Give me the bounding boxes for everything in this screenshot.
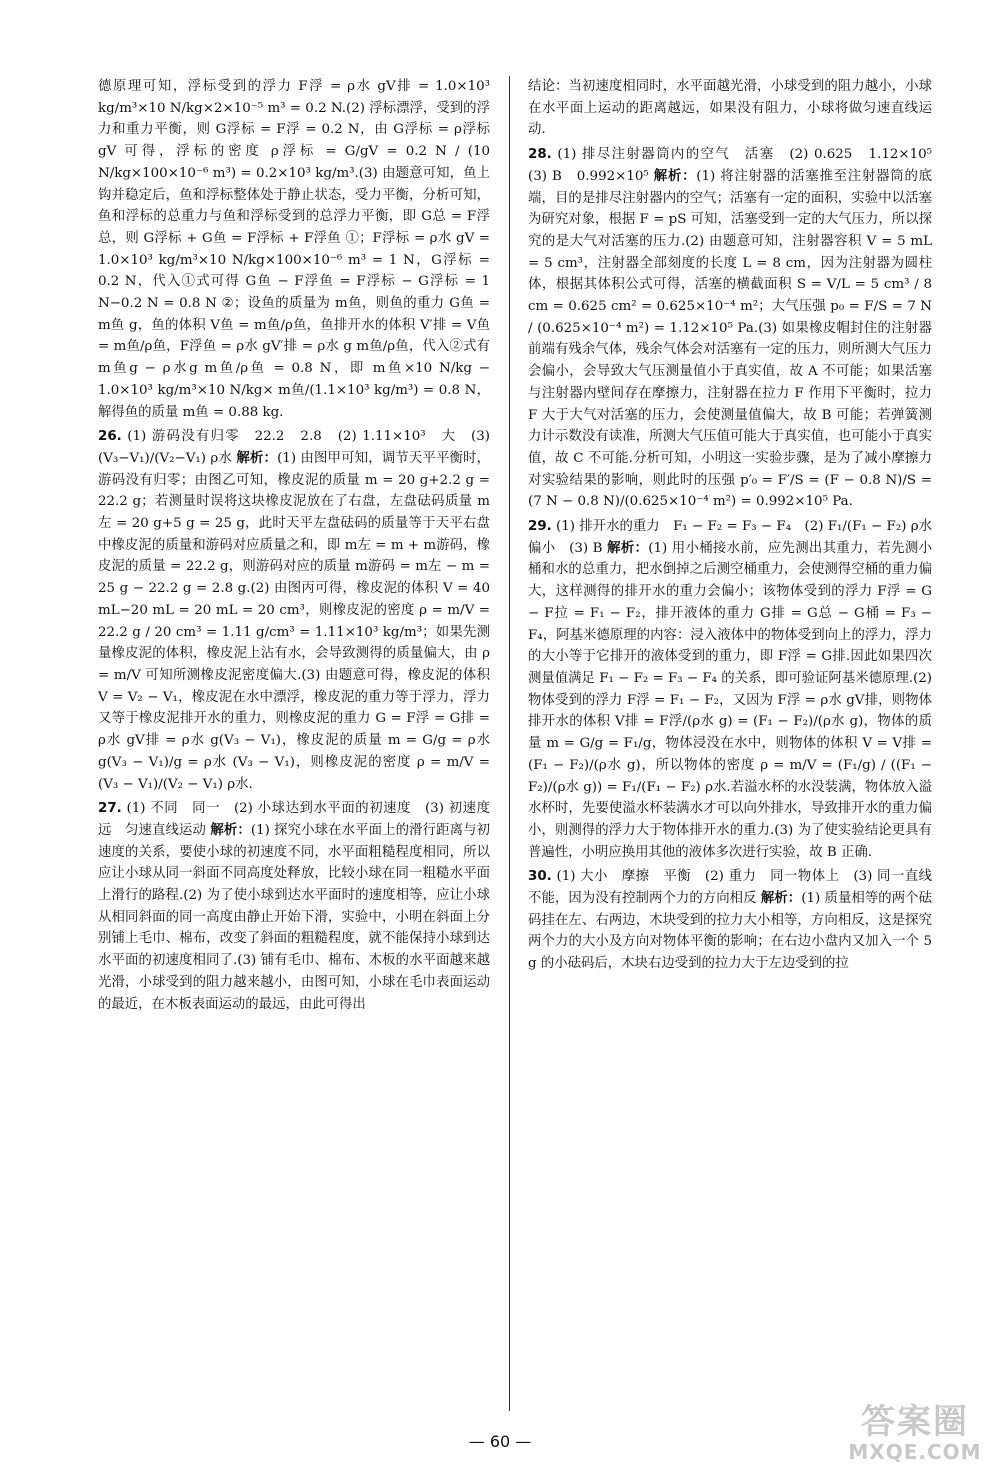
analysis-label: 解析： — [607, 540, 649, 556]
right-continuation-text: 结论：当初速度相同时，水平面越光滑，小球受到的阻力越小，小球在水平面上运动的距离越远，如果没有阻力，小球将做匀速直线运动. — [528, 79, 932, 138]
analysis-label: 解析： — [760, 891, 802, 907]
question-number: 29. — [528, 519, 552, 535]
analysis-label: 解析： — [236, 450, 278, 466]
question-answer: (1) 大小 摩擦 平衡 (2) 重力 同一物体上 (3) 同一直线 不能，因为没有控制两个力的方向相反 — [528, 869, 946, 907]
right-column — [528, 76, 946, 975]
question-answer: (1) 游码没有归零 22.2 2.8 (2) 1.11×10³ 大 (3) (V₃−V₁)/(V₂−V₁) ρ水 — [98, 429, 490, 466]
question-28 — [528, 144, 946, 513]
analysis-text: (1) 质量相等的两个砝码挂在左、右两边，木块受到的拉力大小相等，方向相反，这是探究两个力的大小及方向对物体平衡的影响；在右边小盘内又加入一个 5 g 的小砝码后，木块右边受到的拉力大于左边受到的拉 — [528, 891, 932, 972]
analysis-text: (1) 将注射器的活塞推至注射器筒的底端，目的是排尽注射器内的空气；活塞有一定的面积，实验中以活塞为研究对象，根据 F = pS 可知，活塞受到一定的大气压力，所以探究的是大气对活塞的压力.(2) 由题意可知，注射器容积 V = 5 mL = 5 cm³，注射器全部刻度的长度 L = 8 cm，因为注射器为圆柱体，根据其体积公式可得，活塞的横截面积 S = V/L = 5 cm³ / 8 cm = 0.625 cm² = 0.625×10⁻⁴ m²；大气压强 p₀ = F/S = 7 N / (0.625×10⁻⁴ m²) = 1.12×10⁵ Pa.(3) 如果橡皮帽封住的注射器前端有残余气体，残余气体会对活塞有一定的压力，则所测大气压力会偏小，会导致大气压测量值小于真实值，故 A 不可能；如果活塞与注射器内壁间存在摩擦力，注射器在拉力 F 作用下平衡时，拉力 F 大于大气对活塞的压力，会使测量值偏大，故 B 可能；若弹簧测力计示数没有读准，所测大气压值可能大于真实值，也可能小于真实值，故 C 不可能.分析可知，小明这一实验步骤，是为了减小摩擦力对实验结果的影响，则此时的压强 p′₀ = F′/S = (F − 0.8 N)/S = (7 N − 0.8 N)/(0.625×10⁻⁴ m²) = 0.992×10⁵ Pa. — [528, 168, 933, 510]
question-30 — [528, 866, 946, 975]
watermark-top-text: 答案圈 — [861, 1402, 969, 1442]
page-number: — 60 — — [468, 1432, 532, 1451]
column-divider — [509, 76, 510, 1411]
analysis-text: (1) 用小桶接水前，应先测出其重力，若先测小桶和水的总重力，把水倒掉之后测空桶重力，会使测得空桶的重力偏大，这样测得的排开水的重力会偏小；该物体受到的浮力 F浮 = G − F拉 = F₁ − F₂，排开液体的重力 G排 = G总 − G桶 = F₃ − F₄，阿基米德原理的内容：浸入液体中的物体受到向上的浮力，浮力的大小等于它排开的液体受到的重力，即 F浮 = G排.因此如果四次测量值满足 F₁ − F₂ = F₃ − F₄ 的关系，即可验证阿基米德原理.(2) 物体受到的浮力 F浮 = F₁ − F₂，又因为 F浮 = ρ水 gV排，则物体排开水的体积 V排 = F浮/(ρ水 g) = (F₁ − F₂)/(ρ水 g)，物体的质量 m = G/g = F₁/g，物体浸没在水中，则物体的体积 V = V排 = (F₁ − F₂)/(ρ水 g)，所以物体的密度 ρ = m/V = (F₁/g) / ((F₁ − F₂)/(ρ水 g)) = F₁/(F₁ − F₂) ρ水.若溢水杯的水没装满，物体放入溢水杯时，先要使溢水杯装满水才可以向外排水，导致排开水的重力偏小，则测得的浮力大于物体排开水的重力.(3) 为了使实验结论更具有普遍性，小明应换用其他的液体多次进行实验，故 B 正确. — [528, 540, 932, 860]
question-number: 28. — [528, 147, 552, 163]
question-number: 26. — [98, 429, 122, 445]
question-27 — [98, 798, 504, 1015]
analysis-text: (1) 探究小球在水平面上的滑行距离与初速度的关系，要使小球的初速度不同，水平面粗糙程度相同，所以应让小球从同一斜面不同高度处释放，比较小球在同一粗糙水平面上滑行的路程.(2) 为了使小球到达水平面时的速度相等，应让小球从相同斜面的同一高度由静止开始下滑，实验中，小明在斜面上分别铺上毛巾、棉布，改变了斜面的粗糙程度，就不能保持小球到达水平面的初速度相同了.(3) 铺有毛巾、棉布、木板的水平面越来越光滑，小球受到的阻力越来越小，由图可知，小球在毛巾表面运动的最近，在木板表面运动的最远，由此可得出 — [98, 822, 491, 1012]
question-answer: (1) 排尽注射器筒内的空气 活塞 (2) 0.625 1.12×10⁵ (3) B 0.992×10⁵ — [528, 147, 946, 184]
left-continuation-text: 德原理可知，浮标受到的浮力 F浮 = ρ水 gV排 = 1.0×10³ kg/m³×10 N/kg×2×10⁻⁵ m³ = 0.2 N.(2) 浮标漂浮，受到的浮力和重力平衡，则 G浮标 = F浮 = 0.2 N，由 G浮标 = ρ浮标 gV 可得，浮标的密度 ρ浮标 = G/gV = 0.2 N / (10 N/kg×100×10⁻⁶ m³) = 0.2×10³ kg/m³.(3) 由题意可知，鱼上钩并稳定后，鱼和浮标整体处于静止状态，受力平衡，分析可知，鱼和浮标的总重力与鱼和浮标受到的总浮力平衡，即 G总 = F浮总，则 G浮标 + G鱼 = F浮标 + F浮鱼 ①；F浮标 = ρ水 gV = 1.0×10³ kg/m³×10 N/kg×100×10⁻⁶ m³ = 1 N，G浮标 = 0.2 N，代入①式可得 G鱼 − F浮鱼 = F浮标 − G浮标 = 1 N−0.2 N = 0.8 N ②；设鱼的质量为 m鱼，则鱼的重力 G鱼 = m鱼 g，鱼的体积 V鱼 = m鱼/ρ鱼，鱼排开水的体积 V′排 = V鱼 = m鱼/ρ鱼，F浮鱼 = ρ水 gV′排 = ρ水 g m鱼/ρ鱼，代入②式有 m鱼g − ρ水g m鱼/ρ鱼 = 0.8 N，即 m鱼×10 N/kg − 1.0×10³ kg/m³×10 N/kg× m鱼/(1.1×10³ kg/m³) = 0.8 N，解得鱼的质量 m鱼 = 0.88 kg. — [98, 79, 490, 420]
analysis-text: (1) 由图甲可知，调节天平平衡时，游码没有归零；由图乙可知，橡皮泥的质量 m = 20 g+2.2 g = 22.2 g；若测量时误将这块橡皮泥放在了右盘，左盘砝码质量 m左 = 20 g+5 g = 25 g，此时天平左盘砝码的质量等于天平右盘中橡皮泥的质量和游码对应质量之和，即 m左 = m + m游码，橡皮泥的质量 = 22.2 g，则游码对应的质量 m游码 = m左 − m = 25 g − 22.2 g = 2.8 g.(2) 由图丙可得，橡皮泥的体积 V = 40 mL−20 mL = 20 mL = 20 cm³，则橡皮泥的密度 ρ = m/V = 22.2 g / 20 cm³ = 1.11 g/cm³ = 1.11×10³ kg/m³；如果先测量橡皮泥的体积，橡皮泥上沾有水，会导致测得的质量偏大，由 ρ = m/V 可知所测橡皮泥密度偏大.(3) 由题意可得，橡皮泥的体积 V = V₂ − V₁，橡皮泥在水中漂浮，橡皮泥的重力等于浮力，浮力又等于橡皮泥排开水的重力，则橡皮泥的重力 G = F浮 = G排 = ρ水 gV排 = ρ水 g(V₃ − V₁)，橡皮泥的质量 m = G/g = ρ水 g(V₃ − V₁)/g = ρ水 (V₃ − V₁)，则橡皮泥的密度 ρ = m/V = (V₃ − V₁)/(V₂ − V₁) ρ水. — [98, 450, 490, 792]
question-answer: (1) 不同 同一 (2) 小球达到水平面的初速度 (3) 初速度 远 匀速直线运动 — [98, 801, 504, 838]
watermark-bottom-text: MXQE.COM — [848, 1440, 982, 1464]
question-number: 27. — [98, 801, 122, 817]
question-number: 30. — [528, 869, 552, 885]
left-column — [98, 76, 504, 1015]
question-26 — [98, 426, 490, 795]
question-29 — [528, 516, 946, 863]
analysis-label: 解析： — [653, 168, 697, 184]
question-answer: (1) 排开水的重力 F₁ − F₂ = F₃ − F₄ (2) F₁/(F₁ − F₂) ρ水 偏小 (3) B — [528, 519, 946, 556]
watermark-logo — [840, 1403, 990, 1465]
analysis-label: 解析： — [210, 822, 251, 838]
